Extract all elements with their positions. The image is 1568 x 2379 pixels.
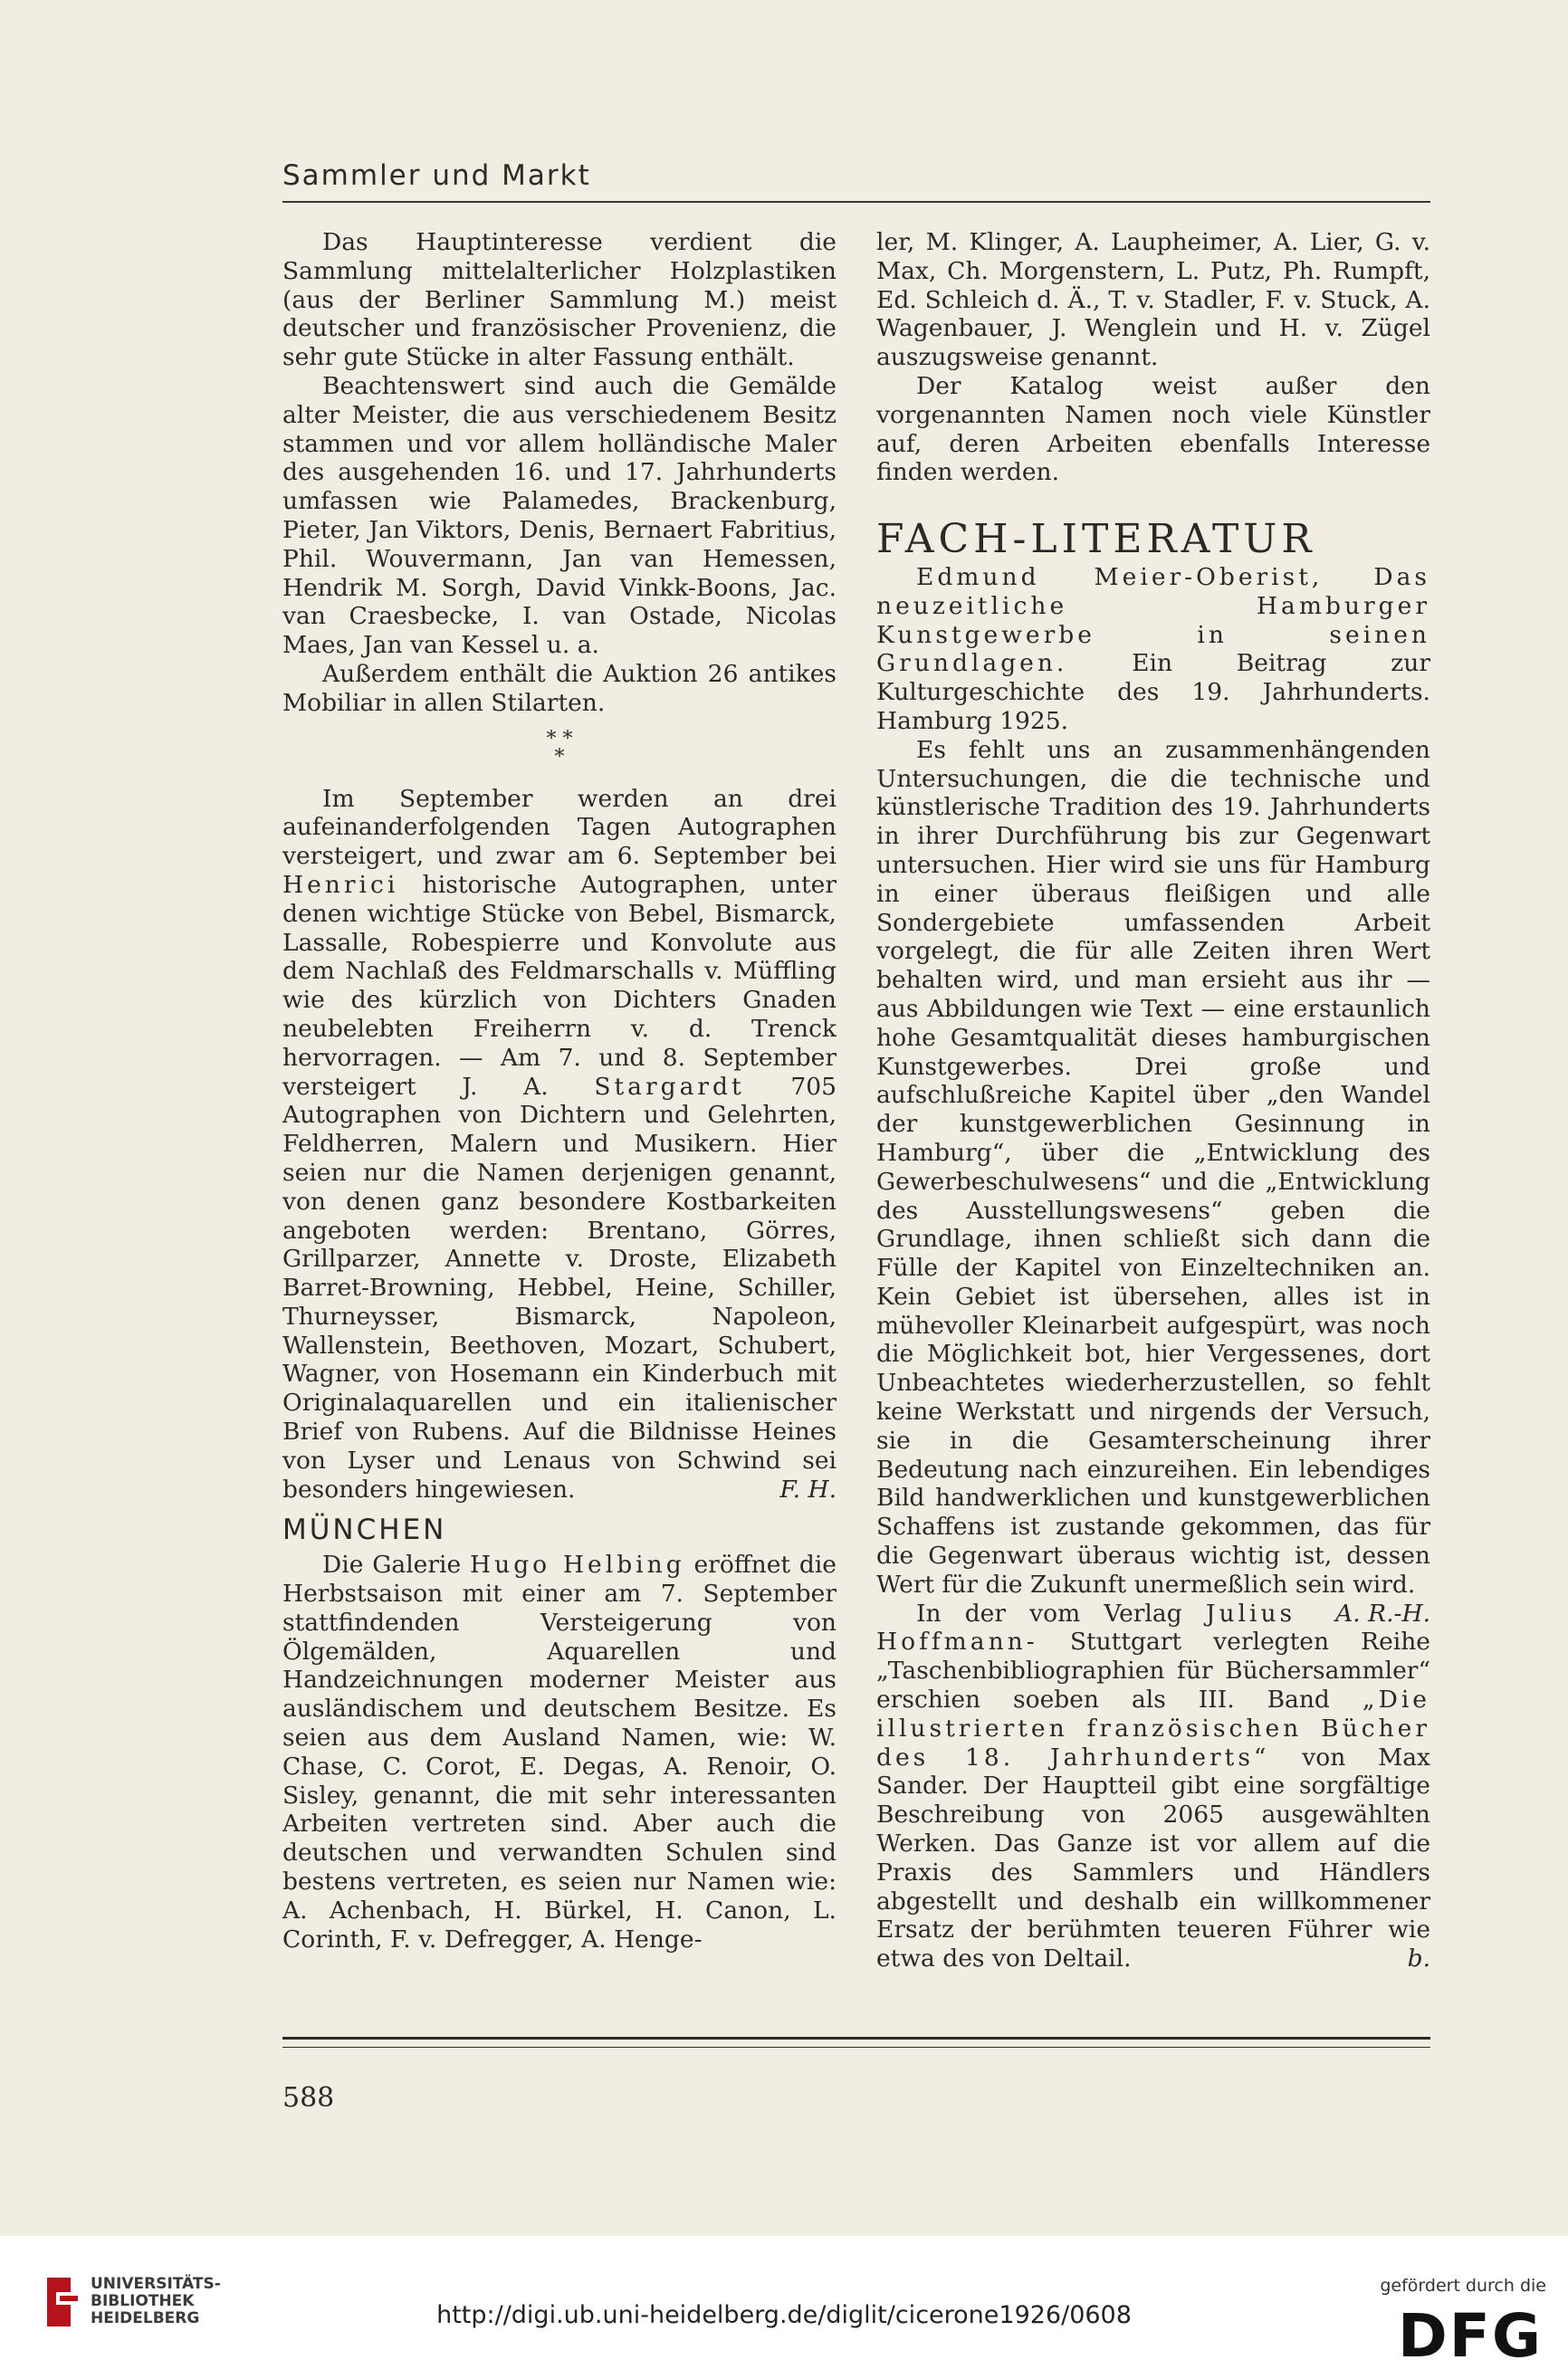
- paragraph-sculptures: Das Hauptinteresse verdient die Sammlung mittelalterlicher Holzplastiken (aus der Berliner Sammlung M.) meist deutscher und französischer Provenienz, die sehr gute Stücke in alter Fassung enthält.: [282, 228, 837, 372]
- library-name: UNIVERSITÄTS- BIBLIOTHEK HEIDELBERG: [91, 2275, 221, 2327]
- bibliography-entry: Edmund Meier-Oberist, Das neuzeitliche Hamburger Kunstgewerbe in seinen Grundlagen. Ein Beitrag zur Kulturgeschichte des 19. Jahrhunderts. Hamburg 1925.: [876, 562, 1430, 735]
- digitization-footer: [0, 2236, 1568, 2379]
- author-signature: b.: [1407, 1944, 1430, 1973]
- header-rule: [282, 201, 1430, 203]
- paragraph-artists-continued: ler, M. Klinger, A. Laupheimer, A. Lier, G. v. Max, Ch. Morgenstern, L. Putz, Ph. Rumpft, Ed. Schleich d. Ä., T. v. Stadler, F. v. Stuck, A. Wagenbauer, J. Wenglein und H. v. Zügel auszugsweise genannt.: [876, 228, 1430, 372]
- paragraph-furniture: Außerdem enthält die Auktion 26 antikes Mobiliar in allen Stilarten.: [282, 659, 837, 717]
- left-column: [282, 228, 837, 1954]
- paragraph-review-books: In der vom Verlag Julius Hoffmann- Stuttgart verlegten Reihe „Taschenbibliographien für Büchersammler“ erschien soeben als III. Band „Die illustrierten französischen Bücher des 18. Jahrhunderts“ von Max Sander. Der Hauptteil gibt eine sorgfältige Beschreibung von 2065 ausgewählten Werken. Das Ganze ist vor allem auf die Praxis des Sammlers und Händlers abgestellt und deshalb ein willkommener Ersatz der berühmten teueren Führer wie etwa des von Deltail. b.: [876, 1599, 1430, 1973]
- section-heading-literature: FACH-LITERATUR: [876, 516, 1316, 563]
- dfg-logo: DFG: [1397, 2301, 1543, 2371]
- funding-caption: gefördert durch die: [1380, 2276, 1546, 2296]
- section-heading-munich: MÜNCHEN: [282, 1514, 447, 1547]
- book-title: „Die illustrierten französischen Bücher des 18. Jahrhunderts“: [876, 1686, 1430, 1772]
- running-head: Sammler und Markt: [282, 159, 591, 192]
- paragraph-old-masters: Beachtenswert sind auch die Gemälde alter Meister, die aus verschiedenem Besitz stammen und vor allem holländische Maler des ausgehenden 16. und 17. Jahrhunderts umfassen wie Palamedes, Brackenburg, Pieter, Jan Viktors, Denis, Bernaert Fabritius, Phil. Wouvermann, Jan van Hemessen, Hendrik M. Sorgh, David Vinkk-Boons, Jac. van Craesbecke, I. van Ostade, Nicolas Maes, Jan van Kessel u. a.: [282, 371, 837, 660]
- book-title: Das neuzeitliche Hamburger Kunstgewerbe in seinen Grundlagen.: [876, 562, 1430, 678]
- book-author: Edmund Meier-Oberist,: [916, 562, 1324, 591]
- source-url-link[interactable]: http://digi.ub.uni-heidelberg.de/diglit/cicerone1926/0608: [436, 2301, 1132, 2329]
- publisher-name: Julius Hoffmann-: [876, 1599, 1296, 1657]
- paragraph-review-hamburg: Es fehlt uns an zusammenhängenden Untersuchungen, die die technische und künstlerische Tradition des 19. Jahrhunderts in ihrer Durchführung bis zur Gegenwart untersuchen. Hier wird sie uns für Hamburg in einer überaus fleißigen und alle Sondergebiete umfassenden Arbeit vorgelegt, die für alle Zeiten ihren Wert behalten wird, und man ersieht aus ihr — aus Abbildungen wie Text — eine erstaunlich hohe Gesamtqualität dieses hamburgischen Kunstgewerbes. Drei große und aufschlußreiche Kapitel über „den Wandel der kunstgewerblichen Gesinnung in Hamburg“, über die „Entwicklung des Gewerbeschulwesens“ und die „Entwicklung des Ausstellungswesens“ geben die Grundlage, ihnen schließt sich dann die Fülle der Kapitel von Einzeltechniken an. Kein Gebiet ist übersehen, alles ist in mühevoller Kleinarbeit aufgespürt, was noch die Möglichkeit bot, hier Vergessenes, dort Unbeachtetes wiederherzustellen, so fehlt keine Werkstatt und nirgends der Versuch, sie in die Gesamterscheinung ihrer Bedeutung nach einzureihen. Ein lebendiges Bild handwerklichen und kunstgewerblichen Schaffens ist zustande gekommen, das für die Gegenwart überaus wichtig ist, dessen Wert für die Zukunft unermeßlich sein wird. A. R.-H.: [876, 735, 1430, 1628]
- auction-house-name: Henrici: [282, 870, 399, 899]
- right-column: [876, 228, 1430, 1973]
- author-signature: F. H.: [779, 1475, 837, 1504]
- page-number: 588: [282, 2082, 335, 2114]
- paragraph-munich: Die Galerie Hugo Helbing eröffnet die Herbstsaison mit einer am 7. September stattfindenden Versteigerung von Ölgemälden, Aquarellen und Handzeichnungen moderner Meister aus ausländischem und deutschem Besitze. Es seien aus dem Ausland Namen, wie: W. Chase, C. Corot, E. Degas, A. Renoir, O. Sisley, genannt, die mit sehr interessanten Arbeiten vertreten sind. Aber auch die deutschen und verwandten Schulen sind bestens vertreten, es seien nur Namen wie: A. Achenbach, H. Bürkel, H. Canon, L. Corinth, F. v. Defregger, A. Henge-: [282, 1551, 837, 1954]
- gallery-name: Hugo Helbing: [470, 1551, 685, 1580]
- paragraph-catalog: Der Katalog weist außer den vorgenannten Namen noch viele Künstler auf, deren Arbeiten ebenfalls Interesse finden werden.: [876, 371, 1430, 487]
- auction-house-name: Stargardt: [594, 1072, 745, 1101]
- footer-rule-thin: [282, 2047, 1430, 2048]
- paragraph-autographs: Im September werden an drei aufeinanderfolgenden Tagen Autographen versteigert, und zwar am 6. September bei Henrici historische Autographen, unter denen wichtige Stücke von Bebel, Bismarck, Lassalle, Robespierre und Konvolute aus dem Nachlaß des Feldmarschalls v. Müffling wie des kürzlich von Dichters Gnaden neubelebten Freiherrn v. d. Trenck hervorragen. — Am 7. und 8. September versteigert J. A. Stargardt 705 Autographen von Dichtern und Gelehrten, Feldherren, Malern und Musikern. Hier seien nur die Namen derjenigen genannt, von denen ganz besondere Kostbarkeiten angeboten werden: Brentano, Görres, Grillparzer, Annette v. Droste, Elizabeth Barret-Browning, Hebbel, Heine, Schiller, Thurneysser, Bismarck, Napoleon, Wallenstein, Beethoven, Mozart, Schubert, Wagner, von Hosemann ein Kinderbuch mit Originalaquarellen und ein italienischer Brief von Rubens. Auf die Bildnisse Heines von Lyser und Lenaus von Schwind sei besonders hingewiesen. F. H.: [282, 784, 837, 1504]
- footer-rule-thick: [282, 2037, 1430, 2040]
- section-separator-stars: * * *: [546, 727, 573, 769]
- author-signature: A. R.-H.: [1335, 1599, 1430, 1628]
